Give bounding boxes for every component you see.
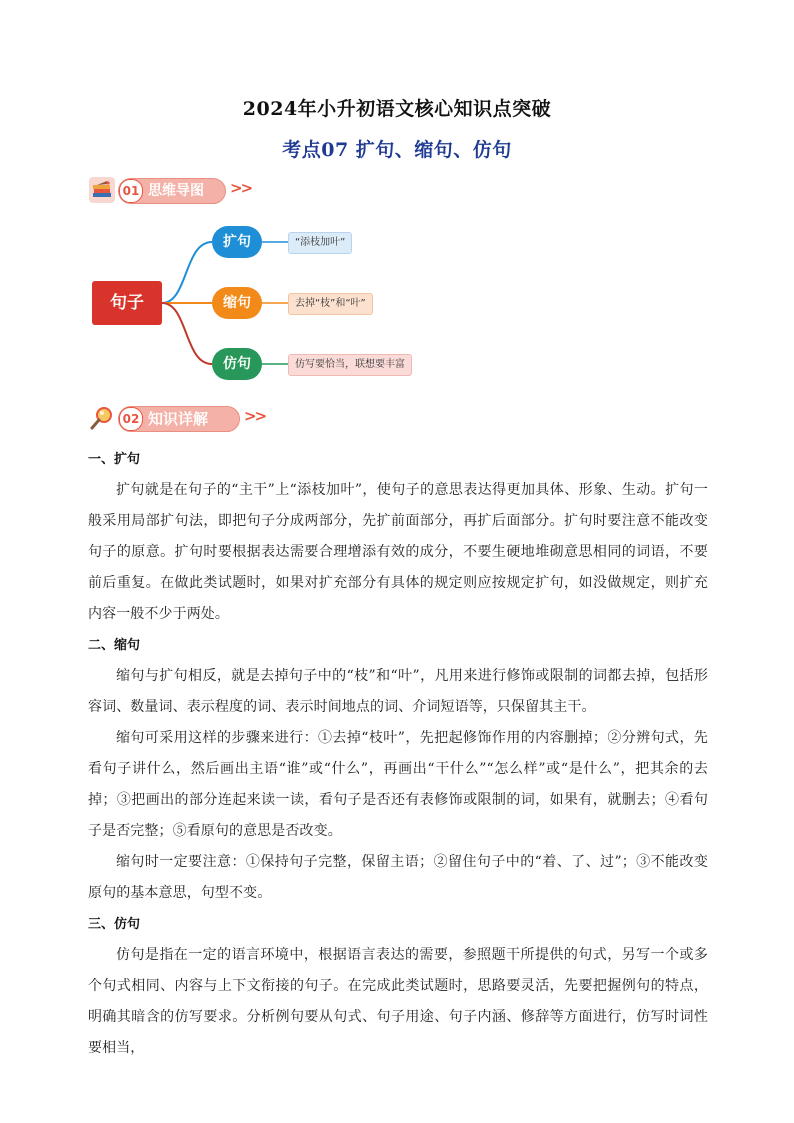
mind-map <box>88 215 428 390</box>
paragraph: 仿句是指在一定的语言环境中，根据语言表达的需要，参照题干所提供的句式，另写一个或多个句式相同、内容与上下文衔接的句子。在完成此类试题时，思路要灵活，先要把握例句的特点，明确其暗含的仿写要求。分析例句要从句式、句子用途、句子内涵、修辞等方面进行，仿写时词性要相当， <box>88 947 708 1056</box>
paragraph: 扩句就是在句子的“主干”上“添枝加叶”，使句子的意思表达得更加具体、形象、生动。扩句一般采用局部扩句法，即把句子分成两部分，先扩前面部分，再扩后面部分。扩句时要注意不能改变句子的原意。扩句时要根据表达需要合理增添有效的成分，不要生硬地堆砌意思相同的词语，不要前后重复。在做此类试题时，如果对扩充部分有具体的规定则应按规定扩句，如没做规定，则扩充内容一般不少于两处。 <box>88 482 708 622</box>
knowledge-content <box>88 444 708 1064</box>
mind-map-note-imitate: 仿写要恰当，联想要丰富 <box>288 354 412 376</box>
page-subtitle: 考点07 扩句、缩句、仿句 <box>282 139 512 161</box>
mind-map-node-expand: 扩句 <box>212 226 262 258</box>
double-arrow-icon: >> <box>230 179 252 197</box>
book-stack-icon <box>88 176 116 204</box>
paragraph: 缩句时一定要注意：①保持句子完整，保留主语；②留住句子中的“着、了、过”；③不能改变原句的基本意思，句型不变。 <box>88 854 708 901</box>
section-label: 思维导图 <box>148 183 204 199</box>
mind-map-node-imitate: 仿句 <box>212 348 262 380</box>
mind-map-note-condense: 去掉“枝”和“叶” <box>288 293 373 315</box>
section-banner-mindmap <box>88 176 258 206</box>
double-arrow-icon: >> <box>244 407 266 425</box>
section-heading-imitate: 三、仿句 <box>88 917 141 932</box>
section-number: 01 <box>119 179 143 203</box>
section-banner-details <box>88 404 273 434</box>
mind-map-root: 句子 <box>92 281 162 325</box>
section-label: 知识详解 <box>148 410 209 428</box>
section-number: 02 <box>119 407 143 431</box>
page-title: 2024年小升初语文核心知识点突破 <box>242 98 552 120</box>
paragraph: 缩句与扩句相反，就是去掉句子中的“枝”和“叶”，凡用来进行修饰或限制的词都去掉，包括形容词、数量词、表示程度的词、表示时间地点的词、介词短语等，只保留其主干。 <box>88 668 708 715</box>
section-heading-expand: 一、扩句 <box>88 452 141 467</box>
section-heading-condense: 二、缩句 <box>88 638 141 653</box>
mind-map-node-condense: 缩句 <box>212 287 262 319</box>
magnifier-icon <box>88 404 116 432</box>
mind-map-note-expand: “添枝加叶” <box>288 232 352 254</box>
paragraph: 缩句可采用这样的步骤来进行：①去掉“枝叶”，先把起修饰作用的内容删掉；②分辨句式，先看句子讲什么，然后画出主语“谁”或“什么”，再画出“干什么”“怎么样”或“是什么”，把其余的去掉；③把画出的部分连起来读一读，看句子是否还有表修饰或限制的词，如果有，就删去；④看句子是否完整；⑤看原句的意思是否改变。 <box>88 730 708 839</box>
